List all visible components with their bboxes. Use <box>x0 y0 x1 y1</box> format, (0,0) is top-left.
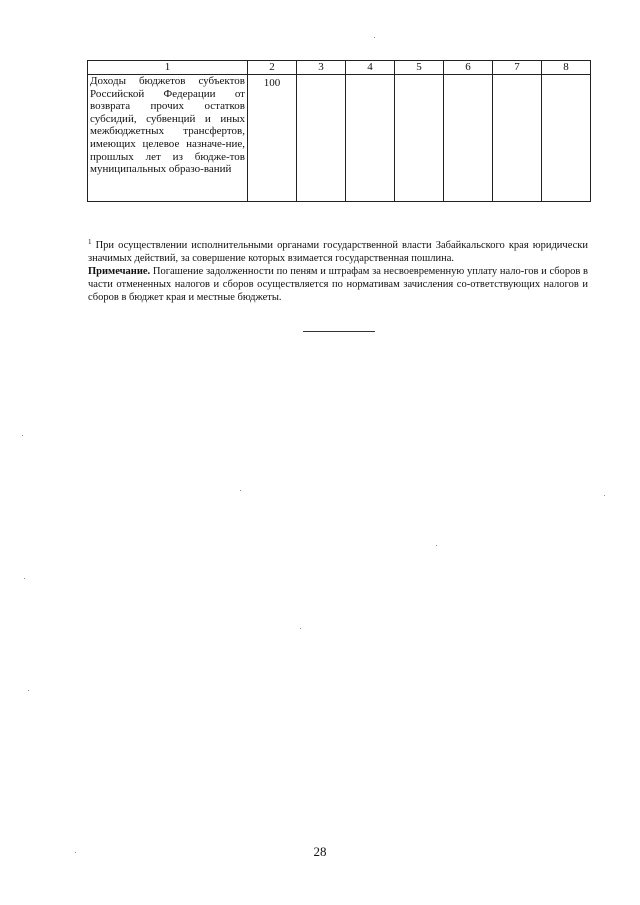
column-header: 2 <box>248 61 297 75</box>
scan-speck <box>22 435 23 436</box>
column-header: 6 <box>444 61 493 75</box>
table-cell <box>297 75 346 202</box>
scan-speck <box>300 628 301 629</box>
column-header: 5 <box>395 61 444 75</box>
table-header-row <box>88 61 591 75</box>
column-header: 7 <box>493 61 542 75</box>
separator-rule <box>303 331 375 332</box>
scan-speck <box>24 578 25 579</box>
footnotes-block <box>88 236 588 304</box>
column-header: 4 <box>346 61 395 75</box>
scan-speck <box>75 852 76 853</box>
page-number: 28 <box>313 844 327 859</box>
scan-speck <box>604 495 605 496</box>
column-header: 1 <box>88 61 248 75</box>
table-cell <box>444 75 493 202</box>
footnote <box>88 236 588 265</box>
standard-value-cell: 100 <box>248 75 297 202</box>
footnote-text: При осуществлении исполнительными органами государственной власти Забайкальского края юридически значимых действий, за совершение которых взимается государственная пошлина. <box>88 240 589 264</box>
note-paragraph <box>88 265 588 304</box>
column-header: 3 <box>297 61 346 75</box>
table-cell <box>346 75 395 202</box>
note-label: Примечание. <box>88 266 151 277</box>
table-cell <box>493 75 542 202</box>
column-header: 8 <box>542 61 591 75</box>
note-text: Погашение задолженности по пеням и штрафам за несвоевременную уплату нало-гов и сборов в части отмененных налогов и сборов осуществляется по нормативам зачисления со-ответствующих налогов и сборов в бюджет края и местные бюджеты. <box>88 266 588 303</box>
scan-speck <box>374 37 375 38</box>
table-cell <box>395 75 444 202</box>
footnote-marker: 1 <box>88 238 92 246</box>
scan-speck <box>240 490 241 491</box>
table-cell <box>542 75 591 202</box>
scan-speck <box>436 545 437 546</box>
scan-speck <box>28 690 29 691</box>
budget-table <box>87 60 591 202</box>
table-row <box>88 75 591 202</box>
revenue-description-cell: Доходы бюджетов субъектов Российской Федерации от возврата прочих остатков субсидий, субвенций и иных межбюджетных трансфертов, имеющих целевое назначе-ние, прошлых лет из бюдже-тов муниципальных образо-ваний <box>88 75 248 202</box>
